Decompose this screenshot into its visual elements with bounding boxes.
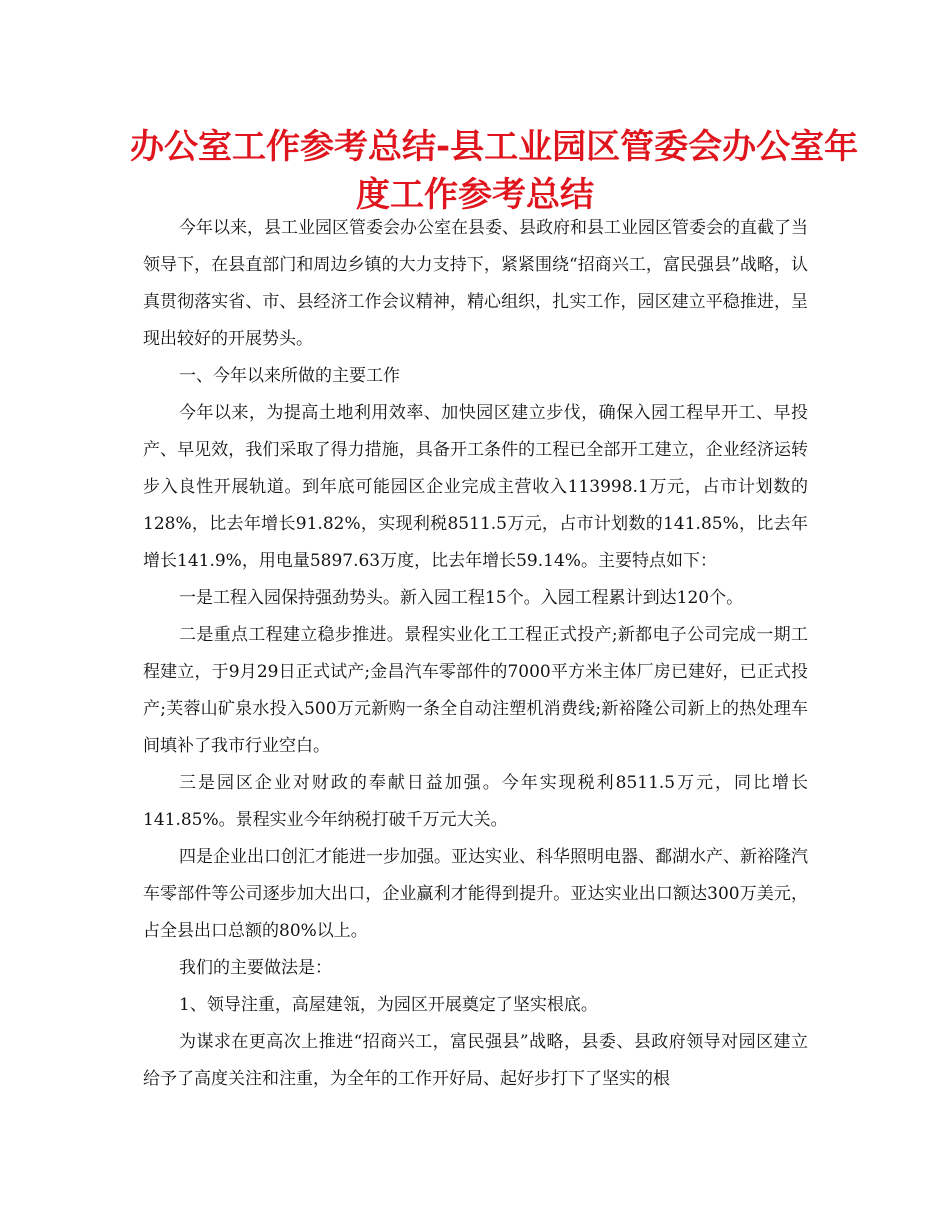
paragraph-overview: 今年以来，为提高土地利用效率、加快园区建立步伐，确保入园工程早开工、早投产、早见效，我们采取了得力措施，具备开工条件的工程已全部开工建立，企业经济运转步入良性开展轨道。到年底可能园区企业完成主营收入113998.1万元，占市计划数的128%，比去年增长91.82%，实现利税8511.5万元，占市计划数的141.85%，比去年增长141.9%，用电量5897.63万度，比去年增长59.14%。主要特点如下：: [143, 403, 808, 571]
paragraph-point-3: 三是园区企业对财政的奉献日益加强。今年实现税利8511.5万元，同比增长141.85%。景程实业今年纳税打破千万元大关。: [143, 773, 808, 830]
paragraph-methods-intro: 我们的主要做法是：: [179, 958, 332, 978]
document-title-line-2: 度工作参考总结: [356, 175, 594, 215]
paragraph-method-1: 为谋求在更高次上推进“招商兴工，富民强县”战略，县委、县政府领导对园区建立给予了高度关注和注重，为全年的工作开好局、起好步打下了坚实的根: [143, 1032, 808, 1089]
paragraph-point-2: 二是重点工程建立稳步推进。景程实业化工工程正式投产;新都电子公司完成一期工程建立，于9月29日正式试产;金昌汽车零部件的7000平方米主体厂房已建好，已正式投产;芙蓉山矿泉水投入500万元新购一条全自动注塑机消费线;新裕隆公司新上的热处理车间填补了我市行业空白。: [143, 625, 808, 756]
paragraph-point-1: 一是工程入园保持强劲势头。新入园工程15个。入园工程累计到达120个。: [179, 588, 744, 608]
document-body: [143, 210, 808, 1098]
paragraph-point-4: 四是企业出口创汇才能进一步加强。亚达实业、科华照明电器、鄱湖水产、新裕隆汽车零部件等公司逐步加大出口，企业赢利才能得到提升。亚达实业出口额达300万美元，占全县出口总额的80%以上。: [143, 847, 808, 941]
document-title-line-1: 办公室工作参考总结-县工业园区管委会办公室年: [130, 127, 859, 167]
section-heading-1: 一、今年以来所做的主要工作: [179, 366, 400, 386]
paragraph-intro: 今年以来，县工业园区管委会办公室在县委、县政府和县工业园区管委会的直截了当领导下，在县直部门和周边乡镇的大力支持下，紧紧围绕“招商兴工，富民强县”战略，认真贯彻落实省、市、县经济工作会议精神，精心组织，扎实工作，园区建立平稳推进，呈现出较好的开展势头。: [143, 218, 808, 349]
subheading-method-1: 1、领导注重，高屋建瓴，为园区开展奠定了坚实根底。: [179, 995, 598, 1015]
